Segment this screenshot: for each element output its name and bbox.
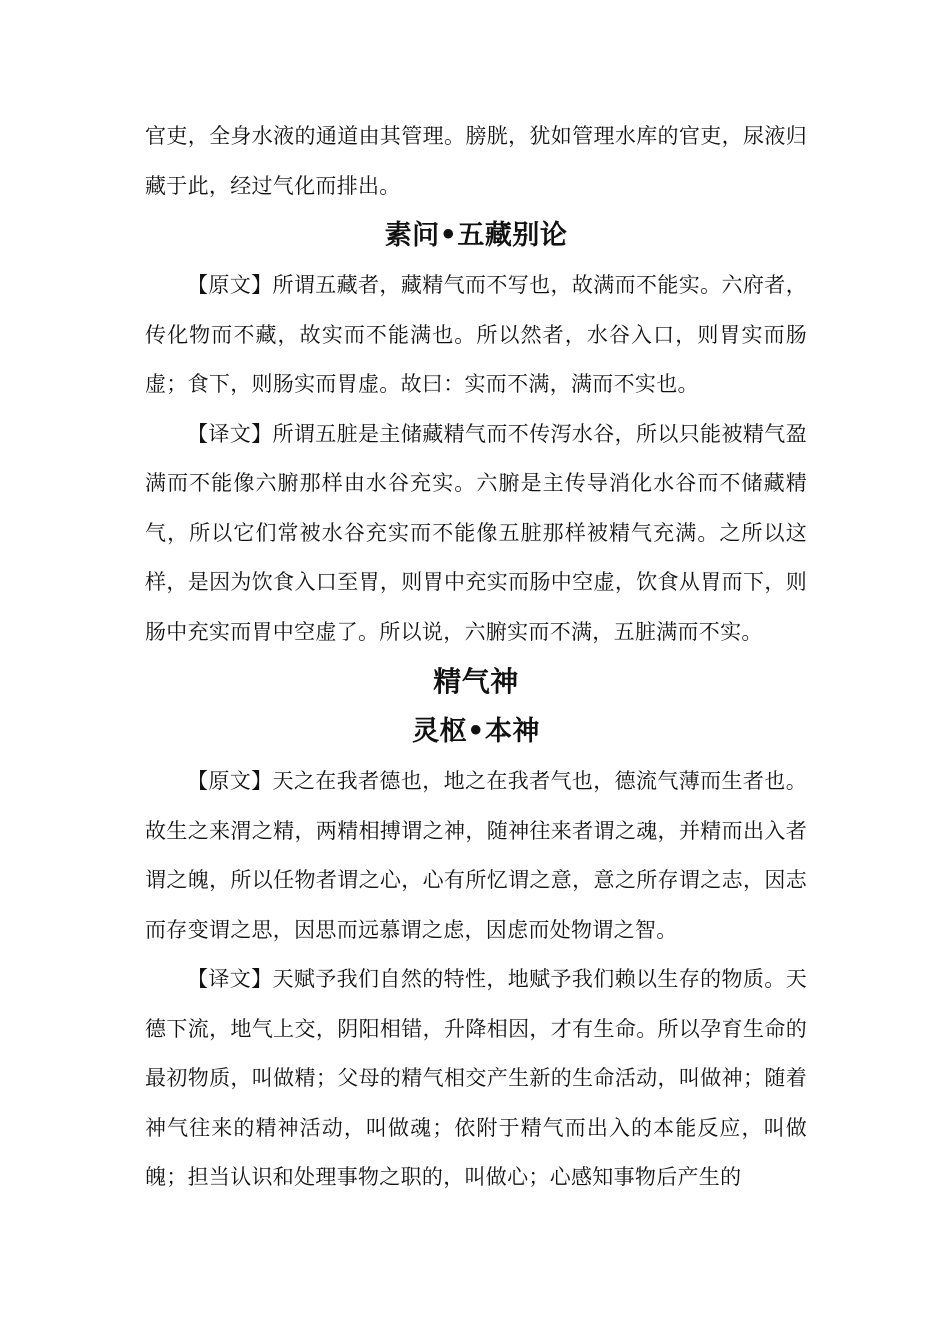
section-title-lingshu: 灵枢•本神 (412, 716, 540, 747)
translation-paragraph: 【译文】天赋予我们自然的特性，地赋予我们赖以生存的物质。天德下流，地气上交，阴阳相错，升降相因，才有生命。所以孕育生命的最初物质，叫做精；父母的精气相交产生新的生命活动，叫做神；随着神气往来的精神活动，叫做魂；依附于精气而出入的本能反应，叫做魄；担当认识和处理事物之职的，叫做心；心感知事物后产生的 (145, 967, 807, 1189)
translation-paragraph: 【译文】所谓五脏是主储藏精气而不传泻水谷，所以只能被精气盈满而不能像六腑那样由水谷充实。六腑是主传导消化水谷而不储藏精气，所以它们常被水谷充实而不能像五脏那样被精气充满。之所以这样，是因为饮食入口至胃，则胃中充实而肠中空虚，饮食从胃而下，则肠中充实而胃中空虚了。所以说，六腑实而不满，五脏满而不实。 (145, 421, 807, 644)
original-text-paragraph: 【原文】天之在我者德也，地之在我者气也，德流气薄而生者也。故生之来渭之精，两精相搏谓之神，随神往来者谓之魂，并精而出入者谓之魄，所以任物者谓之心，心有所忆谓之意，意之所存谓之志，因志而存变谓之思，因思而远慕谓之虑，因虑而处物谓之智。 (145, 769, 807, 942)
chapter-title: 精气神 (433, 665, 519, 698)
original-text-paragraph: 【原文】所谓五藏者，藏精气而不写也，故满而不能实。六府者，传化物而不藏，故实而不能满也。所以然者，水谷入口，则胃实而肠虚；食下，则肠实而胃虚。故曰：实而不满，满而不实也。 (145, 273, 807, 396)
intro-paragraph: 官吏，全身水液的通道由其管理。膀胱，犹如管理水库的官吏，尿液归藏于此，经过气化而排出。 (145, 124, 807, 198)
document-page (145, 112, 807, 1203)
section-title-suwen: 素问•五藏别论 (384, 220, 568, 251)
